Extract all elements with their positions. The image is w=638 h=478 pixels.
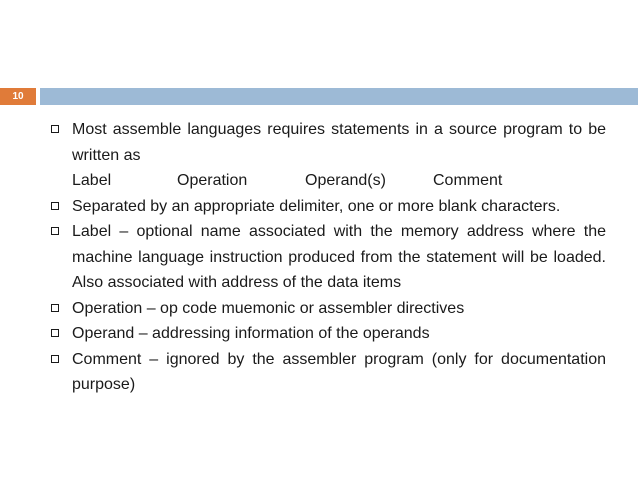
square-bullet-icon <box>48 321 72 347</box>
bullet-text: Separated by an appropriate delimiter, one or more blank characters. <box>72 197 561 215</box>
slide-number: 10 <box>0 88 36 105</box>
bullet-list <box>48 117 606 398</box>
bullet-text: Label – optional name associated with the memory address where the machine language instruction produced from the statement will be loaded. Also associated with address of the data items <box>72 223 606 291</box>
square-bullet-icon <box>48 296 72 322</box>
header-bar <box>40 88 638 105</box>
format-operation: Operation <box>177 172 248 189</box>
bullet-item <box>48 194 606 220</box>
format-label: Label <box>72 172 112 189</box>
bullet-item <box>48 117 606 168</box>
square-bullet-icon <box>48 219 72 245</box>
format-row <box>48 168 606 194</box>
bullet-item <box>48 321 606 347</box>
bullet-text: Most assemble languages requires statements in a source program to be written as <box>72 121 606 164</box>
bullet-item <box>48 347 606 398</box>
square-bullet-icon <box>48 347 72 373</box>
square-bullet-icon <box>48 117 72 143</box>
bullet-text: Comment – ignored by the assembler program (only for documentation purpose) <box>72 350 606 393</box>
format-comment: Comment <box>433 172 503 189</box>
bullet-text: Operand – addressing information of the operands <box>72 325 430 342</box>
bullet-text: Operation – op code muemonic or assembler directives <box>72 299 465 317</box>
square-bullet-icon <box>48 194 72 220</box>
bullet-item <box>48 219 606 296</box>
format-operand: Operand(s) <box>305 172 386 189</box>
bullet-item <box>48 296 606 322</box>
